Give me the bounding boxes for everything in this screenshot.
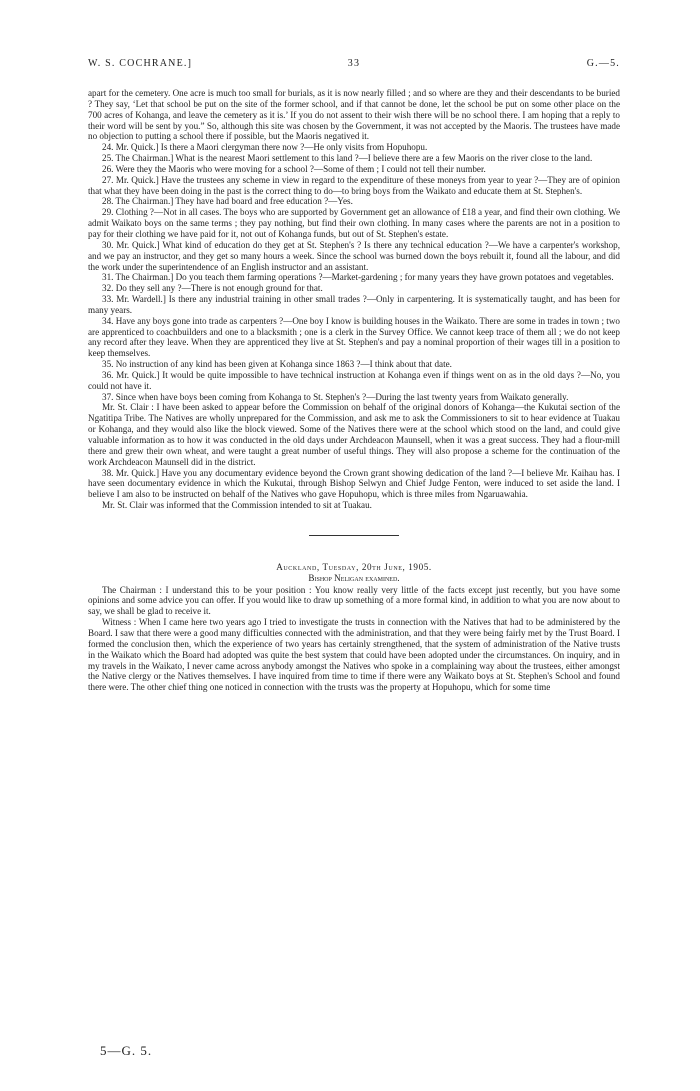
paragraph: 31. The Chairman.] Do you teach them farming operations ?—Market-gardening ; for many years they have grown potatoes and vegetables. xyxy=(102,272,614,283)
paragraph: 38. Mr. Quick.] Have you any documentary evidence beyond the Crown grant showing dedication of the land ?—I believe Mr. Kaihau has. I have seen documentary evidence in which the Kukutai, through Bishop Selwyn and Chief Judge Fenton, were induced to set aside the land. I believe I am also to be instructed on behalf of the Natives who gave Hopuhopu, which is three miles from Ngaruawahia. xyxy=(88,467,620,500)
section-divider xyxy=(309,535,399,536)
witness-heading: Bishop Neligan examined. xyxy=(308,572,400,583)
paragraph: 35. No instruction of any kind has been given at Kohanga since 1863 ?—I think about that date. xyxy=(102,359,452,370)
paragraph: Witness : When I came here two years ago I tried to investigate the trusts in connection with the Natives that had to be administered by the Board. I saw that there were a good many difficulties connected with the administration, and that they were being fairly met by the Trust Board. I formed the conclusion then, which the experience of two years has certainly strengthened, that the system of administration of the Native trusts in the Waikato which the Board had adopted was quite the best system that could have been adopted under the circumstances. On inquiry, and in my travels in the Waikato, I never came across anybody amongst the Natives who spoke in a complaining way about the trustees, either amongst the Native clergy or the Natives themselves. I have inquired from time to time if there were any Waikato boys at St. Stephen's School and found there were. The other chief thing one noticed in connection with the trusts was the property at Hopuhopu, which for some time xyxy=(88,617,620,693)
paragraph: 29. Clothing ?—Not in all cases. The boys who are supported by Government get an allowance of £18 a year, and find their own clothing. We admit Waikato boys on the same terms ; they pay nothing, but find their own clothing. In many cases where the parents are not in a position to pay for their clothing we have paid for it, not out of Kohanga funds, but out of St. Stephen's estate. xyxy=(88,207,620,239)
paragraph: 37. Since when have boys been coming from Kohanga to St. Stephen's ?—During the last twenty years from Waikato generally. xyxy=(102,391,569,402)
signature-mark: 5—G. 5. xyxy=(100,1043,153,1058)
paragraph: 34. Have any boys gone into trade as carpenters ?—One boy I know is building houses in the Waikato. There are some in trades in town ; two are apprenticed to coachbuilders and one to a blacksmith ; one is a clerk in the Survey Office. We cannot keep trace of them all ; we do not keep any record after they leave. When they are apprenticed they live at St. Stephen's and pay a nominal proportion of their wages till in a position to keep themselves. xyxy=(88,315,620,359)
paragraph: The Chairman : I understand this to be your position : You know really very little of the facts except just recently, but you have some opinions and some advice you can offer. If you would like to draw up something of a more formal kind, in addition to what you are now about to say, we shall be glad to receive it. xyxy=(88,584,620,617)
paragraph: 26. Were they the Maoris who were moving for a school ?—Some of them ; I could not tell their number. xyxy=(102,163,486,174)
paragraph: Mr. St. Clair : I have been asked to appear before the Commission on behalf of the original donors of Kohanga—the Kukutai section of the Ngatitipa Tribe. The Natives are wholly unprepared for the Commission, and ask me to ask the Commissioners to sit to hear evidence at Tuakau or Kohanga, and they would also like the block viewed. Some of the Natives there were at the school which stood on the land, and could give valuable information as to how it was conducted in the old days under Archdeacon Maunsell, when it was a great success. They had a flour-mill there and grew their own wheat, and were taught a great number of useful things. They will also propose a scheme for the continuation of the work Archdeacon Maunsell did in the district. xyxy=(88,402,620,467)
paragraph: 27. Mr. Quick.] Have the trustees any scheme in view in regard to the expenditure of these moneys from year to year ?—They are of opinion that what they have been doing in the past is the correct thing to do—to bring boys from the Waikato and educate them at St. Stephen's. xyxy=(88,174,620,196)
header-paper-ref: G.—5. xyxy=(586,58,620,69)
session-heading: Auckland, Tuesday, 20th June, 1905. xyxy=(276,561,432,572)
document-body xyxy=(88,88,620,693)
paragraph: apart for the cemetery. One acre is much too small for burials, as it is now nearly filled ; and so where are they and their descendants to be buried ? They say, ‘Let that school be put on the site of the former school, and if that cannot be done, let the school be put on some other place on the 700 acres of Kohanga, and leave the cemetery as it is.’ If you do not assent to their wish there will be no school there. I am hoping that a reply to their word will be sent by you.” So, although this site was chosen by the Government, it was not accepted by the Maoris. The trustees have made no objection to putting a school there if possible, but the Maoris negatived it. xyxy=(88,88,620,142)
page-header xyxy=(88,58,620,72)
paragraph: 32. Do they sell any ?—There is not enough ground for that. xyxy=(102,283,323,294)
paragraph: 36. Mr. Quick.] It would be quite impossible to have technical instruction at Kohanga even if things went on as in the old days ?—No, you could not have it. xyxy=(88,369,620,391)
paragraph: 33. Mr. Wardell.] Is there any industrial training in other small trades ?—Only in carpentering. It is systematically taught, and has been for many years. xyxy=(88,294,620,315)
paragraph: 25. The Chairman.] What is the nearest Maori settlement to this land ?—I believe there are a few Maoris on the river close to the land. xyxy=(102,153,593,164)
header-author: W. S. COCHRANE.] xyxy=(88,58,193,69)
paragraph: Mr. St. Clair was informed that the Commission intended to sit at Tuakau. xyxy=(102,500,372,511)
paragraph: 28. The Chairman.] They have had board and free education ?—Yes. xyxy=(102,196,353,207)
page-number: 33 xyxy=(347,58,361,69)
paragraph: 24. Mr. Quick.] Is there a Maori clergyman there now ?—He only visits from Hopuhopu. xyxy=(102,142,428,153)
paragraph: 30. Mr. Quick.] What kind of education do they get at St. Stephen's ? Is there any technical education ?—We have a carpenter's workshop, and we pay an instructor, and they get so many hours a week. Since the school was burned down the boys rebuilt it, found all the labour, and did the work under the superintendence of an English instructor and an assistant. xyxy=(88,239,620,272)
